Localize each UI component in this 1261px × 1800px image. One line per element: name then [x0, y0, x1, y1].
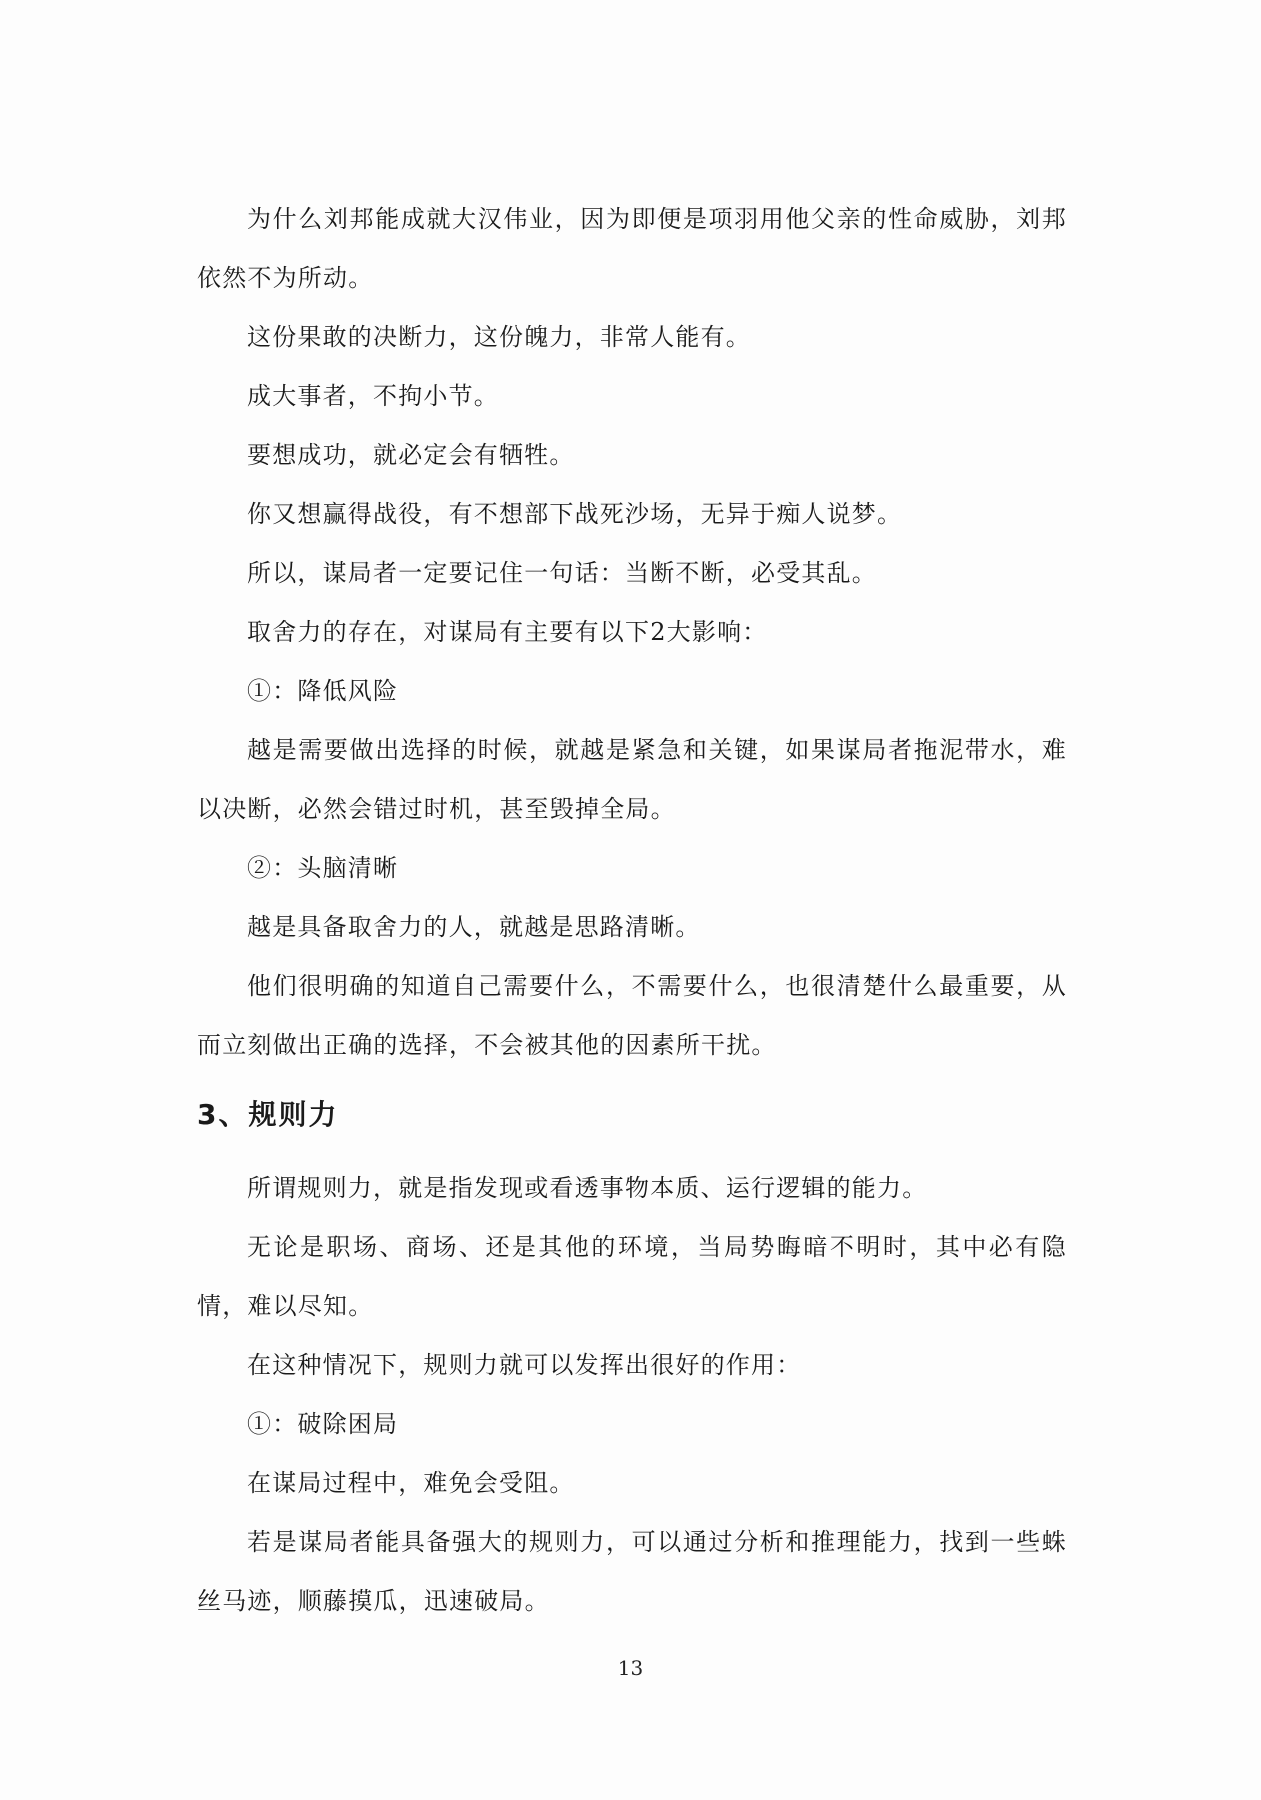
paragraph: 越是具备取舍力的人，就越是思路清晰。 — [247, 913, 701, 941]
paragraph: 这份果敢的决断力，这份魄力，非常人能有。 — [247, 323, 751, 351]
paragraph: 要想成功，就必定会有牺牲。 — [247, 441, 575, 469]
list-marker-paragraph: ②：头脑清晰 — [247, 854, 399, 882]
page-number: 13 — [617, 1656, 644, 1680]
paragraph: 无论是职场、商场、还是其他的环境，当局势晦暗不明时，其中必有隐情，难以尽知。 — [197, 1233, 1067, 1320]
paragraph: 所以，谋局者一定要记住一句话：当断不断，必受其乱。 — [247, 559, 877, 587]
page-body — [197, 190, 1067, 1631]
paragraph: 为什么刘邦能成就大汉伟业，因为即便是项羽用他父亲的性命威胁，刘邦依然不为所动。 — [197, 205, 1067, 292]
list-marker-paragraph: ①：破除困局 — [247, 1410, 399, 1438]
paragraph: 取舍力的存在，对谋局有主要有以下2大影响： — [247, 618, 768, 646]
paragraph: 你又想赢得战役，有不想部下战死沙场，无异于痴人说梦。 — [247, 500, 903, 528]
paragraph: 成大事者，不拘小节。 — [247, 382, 499, 410]
paragraph: 越是需要做出选择的时候，就越是紧急和关键，如果谋局者拖泥带水，难以决断，必然会错过时机，甚至毁掉全局。 — [197, 736, 1067, 823]
paragraph: 若是谋局者能具备强大的规则力，可以通过分析和推理能力，找到一些蛛丝马迹，顺藤摸瓜，迅速破局。 — [197, 1528, 1067, 1615]
paragraph: 在谋局过程中，难免会受阻。 — [247, 1469, 575, 1497]
paragraph: 在这种情况下，规则力就可以发挥出很好的作用： — [247, 1351, 802, 1379]
section-heading: 3、规则力 — [197, 1098, 339, 1131]
paragraph: 所谓规则力，就是指发现或看透事物本质、运行逻辑的能力。 — [247, 1174, 928, 1202]
list-marker-paragraph: ①：降低风险 — [247, 677, 399, 705]
paragraph: 他们很明确的知道自己需要什么，不需要什么，也很清楚什么最重要，从而立刻做出正确的选择，不会被其他的因素所干扰。 — [197, 972, 1067, 1059]
